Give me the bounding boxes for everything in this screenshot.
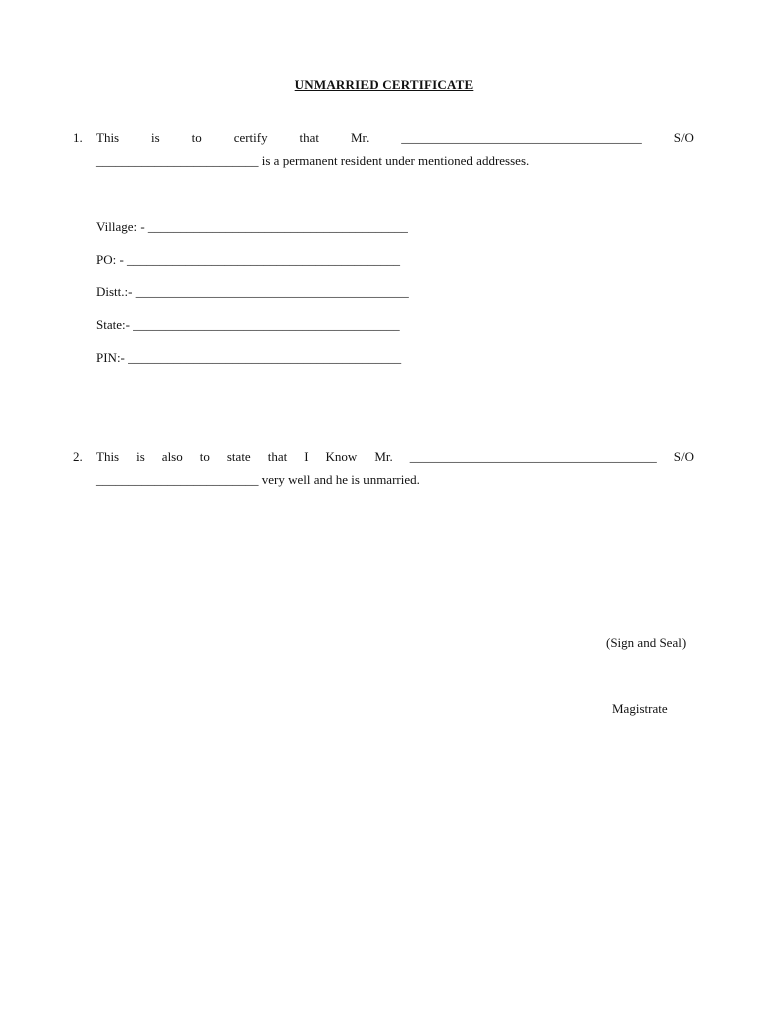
- word: S/O: [673, 449, 694, 464]
- certify-line-1: [96, 130, 694, 146]
- word: Mr.: [374, 449, 393, 464]
- sign-and-seal-label: (Sign and Seal): [606, 635, 687, 650]
- word: that: [299, 130, 320, 145]
- word: Know: [325, 449, 358, 464]
- document-title: UNMARRIED CERTIFICATE: [294, 77, 474, 92]
- word: that: [267, 449, 288, 464]
- state-field: State:- _________________________________________: [96, 317, 400, 332]
- name-blank: _____________________________________: [401, 130, 642, 145]
- word: This: [96, 130, 120, 145]
- word: certify: [233, 130, 268, 145]
- certify-line-2: _________________________ is a permanent resident under mentioned addresses.: [96, 153, 530, 168]
- pin-field: PIN:- __________________________________________: [96, 350, 402, 365]
- statement-line-2: _________________________ very well and he is unmarried.: [96, 472, 420, 487]
- village-field: Village: - ________________________________________: [96, 219, 408, 234]
- word: I: [304, 449, 309, 464]
- word: Mr.: [350, 130, 370, 145]
- word: is: [136, 449, 145, 464]
- word: also: [161, 449, 183, 464]
- name-blank: ______________________________________: [409, 449, 657, 464]
- word: is: [151, 130, 160, 145]
- word: to: [199, 449, 210, 464]
- word: This: [96, 449, 120, 464]
- po-field: PO: - __________________________________________: [96, 252, 401, 267]
- item-number: 2.: [73, 449, 83, 464]
- word: to: [191, 130, 202, 145]
- magistrate-label: Magistrate: [612, 701, 668, 716]
- word: S/O: [673, 130, 694, 145]
- statement-line-1: [96, 449, 694, 465]
- word: state: [226, 449, 251, 464]
- distt-field: Distt.:- __________________________________________: [96, 284, 409, 299]
- item-number: 1.: [73, 130, 83, 145]
